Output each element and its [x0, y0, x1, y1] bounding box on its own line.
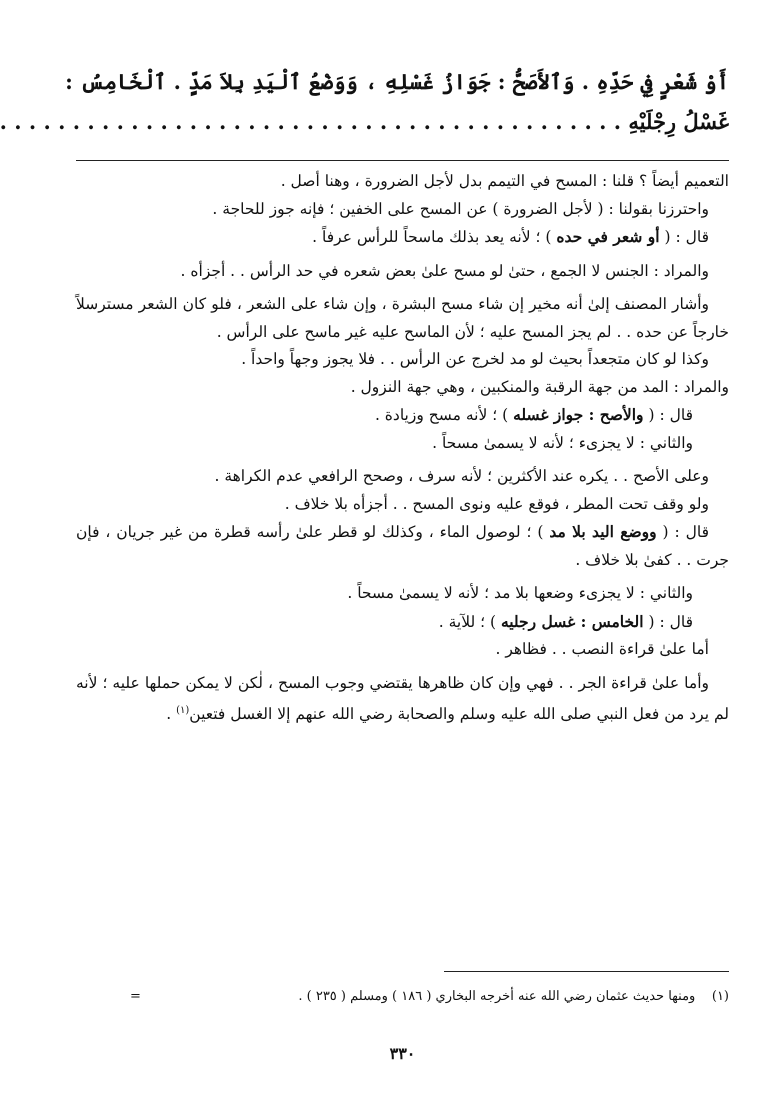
footnote-reference[interactable]: (١)	[176, 705, 190, 716]
paragraph: والثاني : لا يجزىء وضعها بلا مد ؛ لأنه لا يسمىٰ مسحاً .	[347, 584, 693, 602]
quoted-matn: ووضع اليد بلا مد	[549, 522, 657, 541]
matn-separator-rule	[76, 160, 729, 161]
quote-rest: ) ؛ لوصول الماء ، وكذلك لو قطر علىٰ رأسه قطرة من غير جريان ، فإن جرت . . كفىٰ بلا خلاف .	[76, 523, 729, 569]
paragraph	[76, 608, 729, 637]
matn-text	[0, 62, 729, 142]
matn-line-2: غَسْلُ رِجْلَيْهِ . . . . . . . . . . . . . . . . . . . . . . . . . . . . . . . . . . . . . . . . . . .	[0, 109, 729, 134]
paragraph: أما علىٰ قراءة النصب . . فظاهر .	[495, 640, 709, 658]
quoted-matn: أو شعر في حده	[556, 227, 660, 246]
footnote-separator-rule	[444, 971, 729, 972]
quoted-matn: الخامس : غسل رجليه	[500, 611, 644, 631]
page-number: ٣٣٠	[389, 1044, 416, 1063]
paragraph: وكذا لو كان متجعداً بحيث لو مد لخرج عن الرأس . . فلا يجوز وجهاً واحداً .	[241, 350, 709, 368]
paragraph: والمراد : المد من جهة الرقبة والمنكبين ، وهي جهة النزول .	[350, 377, 729, 396]
quote-rest: ) ؛ للآية .	[438, 612, 496, 631]
quoted-matn: والأصح : جواز غسله	[513, 405, 644, 424]
paragraph: التعميم أيضاً ؟ قلنا : المسح في التيمم بدل لأجل الضرورة ، وهنا أصل .	[280, 172, 729, 190]
quote-open: قال : (	[662, 523, 709, 541]
paragraph: والثاني : لا يجزىء ؛ لأنه لا يسمىٰ مسحاً .	[432, 433, 693, 452]
paragraph: وأشار المصنف إلىٰ أنه مخير إن شاء مسح البشرة ، وإن شاء على الشعر ، فلو كان الشعر مسترسلاً خارجاً عن حده . . لم يجز المسح عليه ؛ لأن الماسح عليه غير ماسح على الرأس .	[76, 295, 729, 341]
paragraph: ولو وقف تحت المطر ، فوقع عليه ونوى المسح . . أجزأه بلا خلاف .	[284, 494, 709, 513]
footnote	[76, 986, 729, 1008]
paragraph-body: وأما علىٰ قراءة الجر . . فهي وإن كان ظاهرها يقتضي وجوب المسح ، لٰكن لا يمكن حملها عليه ؛ لأنه لم يرد من فعل النبي صلى الله عليه وسلم والصحابة رضي الله عنهم إلا الغسل فتعين	[76, 673, 729, 724]
paragraph: وأما علىٰ قراءة الجر . . فهي وإن كان ظاهرها يقتضي وجوب المسح ، لٰكن لا يمكن حملها عليه ؛ لأنه لم يرد من فعل النبي صلى الله عليه وسلم والصحابة رضي الله عنهم إلا الغسل فتعين$^{(١)}$ .	[76, 673, 729, 724]
paragraph: وعلى الأصح . . يكره عند الأكثرين ؛ لأنه سرف ، وصحح الرافعي عدم الكراهة .	[214, 467, 709, 485]
paragraph: والمراد : الجنس لا الجمع ، حتىٰ لو مسح علىٰ بعض شعره في حد الرأس . . أجزأه .	[180, 261, 709, 280]
quote-rest: ) ؛ لأنه يعد بذلك ماسحاً للرأس عرفاً .	[312, 228, 552, 246]
commentary-text	[76, 168, 729, 729]
paragraph	[76, 223, 729, 252]
paragraph: واحترزنا بقولنا : ( لأجل الضرورة ) عن المسح على الخفين ؛ فإنه جوز للحاجة .	[212, 199, 709, 218]
matn-line-1: أَوْ شَعْرٍ فِي حَدِّهِ . وَٱلأَصَحُّ : جَوَازُ غَسْلِهِ ، وَوَضْعُ ٱلْيَدِ بِلاَ مَدٍّ . ٱلْخَامِسُ :	[65, 69, 729, 94]
paragraph	[76, 518, 729, 574]
footnote-marker: (١)	[711, 989, 729, 1004]
quote-rest: ) ؛ لأنه مسح وزيادة .	[374, 406, 509, 424]
paragraph	[76, 401, 729, 430]
footnote-continuation-mark: =	[130, 989, 141, 1004]
footnote-text: ومنها حديث عثمان رضي الله عنه أخرجه البخاري ( ١٨٦ ) ومسلم ( ٢٣٥ ) .	[298, 989, 696, 1004]
quote-open: قال : (	[664, 228, 709, 246]
quote-open: قال : (	[648, 612, 693, 631]
quote-open: قال : (	[648, 406, 693, 424]
